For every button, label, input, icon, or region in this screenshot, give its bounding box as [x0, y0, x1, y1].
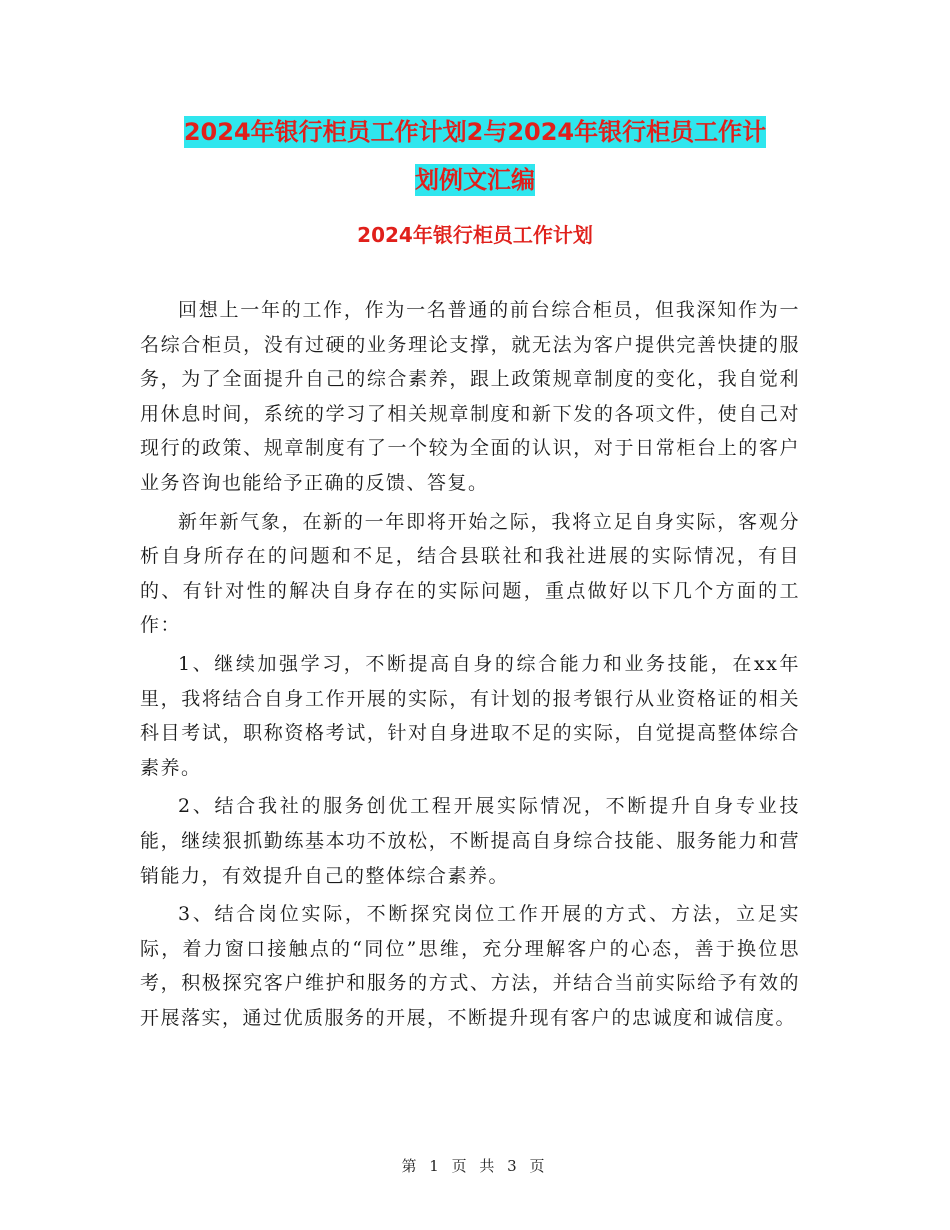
document-title-line-1: 2024年银行柜员工作计划2与2024年银行柜员工作计	[183, 118, 767, 146]
document-body	[140, 293, 800, 1039]
section-title: 2024年银行柜员工作计划	[357, 223, 593, 247]
document-title	[140, 108, 810, 204]
document-title-line-2: 划例文汇编	[415, 166, 535, 194]
paragraph-item-3: 3、结合岗位实际，不断探究岗位工作开展的方式、方法，立足实际，着力窗口接触点的“同位”思维，充分理解客户的心态，善于换位思考，积极探究客户维护和服务的方式、方法，并结合当前实际给予有效的开展落实，通过优质服务的开展，不断提升现有客户的忠诚度和诚信度。	[140, 903, 800, 1029]
paragraph-intro: 回想上一年的工作，作为一名普通的前台综合柜员，但我深知作为一名综合柜员，没有过硬的业务理论支撑，就无法为客户提供完善快捷的服务，为了全面提升自己的综合素养，跟上政策规章制度的变化，我自觉利用休息时间，系统的学习了相关规章制度和新下发的各项文件，使自己对现行的政策、规章制度有了一个较为全面的认识，对于日常柜台上的客户业务咨询也能给予正确的反馈、答复。	[140, 299, 800, 494]
page-footer: 第 1 页 共 3 页	[401, 1157, 549, 1175]
paragraph-new-year: 新年新气象，在新的一年即将开始之际，我将立足自身实际，客观分析自身所存在的问题和不足，结合县联社和我社进展的实际情况，有目的、有针对性的解决自身存在的实际问题，重点做好以下几个方面的工作：	[140, 510, 800, 637]
paragraph-item-2: 2、结合我社的服务创优工程开展实际情况，不断提升自身专业技能，继续狠抓勤练基本功不放松，不断提高自身综合技能、服务能力和营销能力，有效提升自己的整体综合素养。	[140, 795, 800, 887]
paragraph-item-1: 1、继续加强学习，不断提高自身的综合能力和业务技能，在xx年里，我将结合自身工作开展的实际，有计划的报考银行从业资格证的相关科目考试，职称资格考试，针对自身进取不足的实际，自觉提高整体综合素养。	[140, 652, 800, 779]
